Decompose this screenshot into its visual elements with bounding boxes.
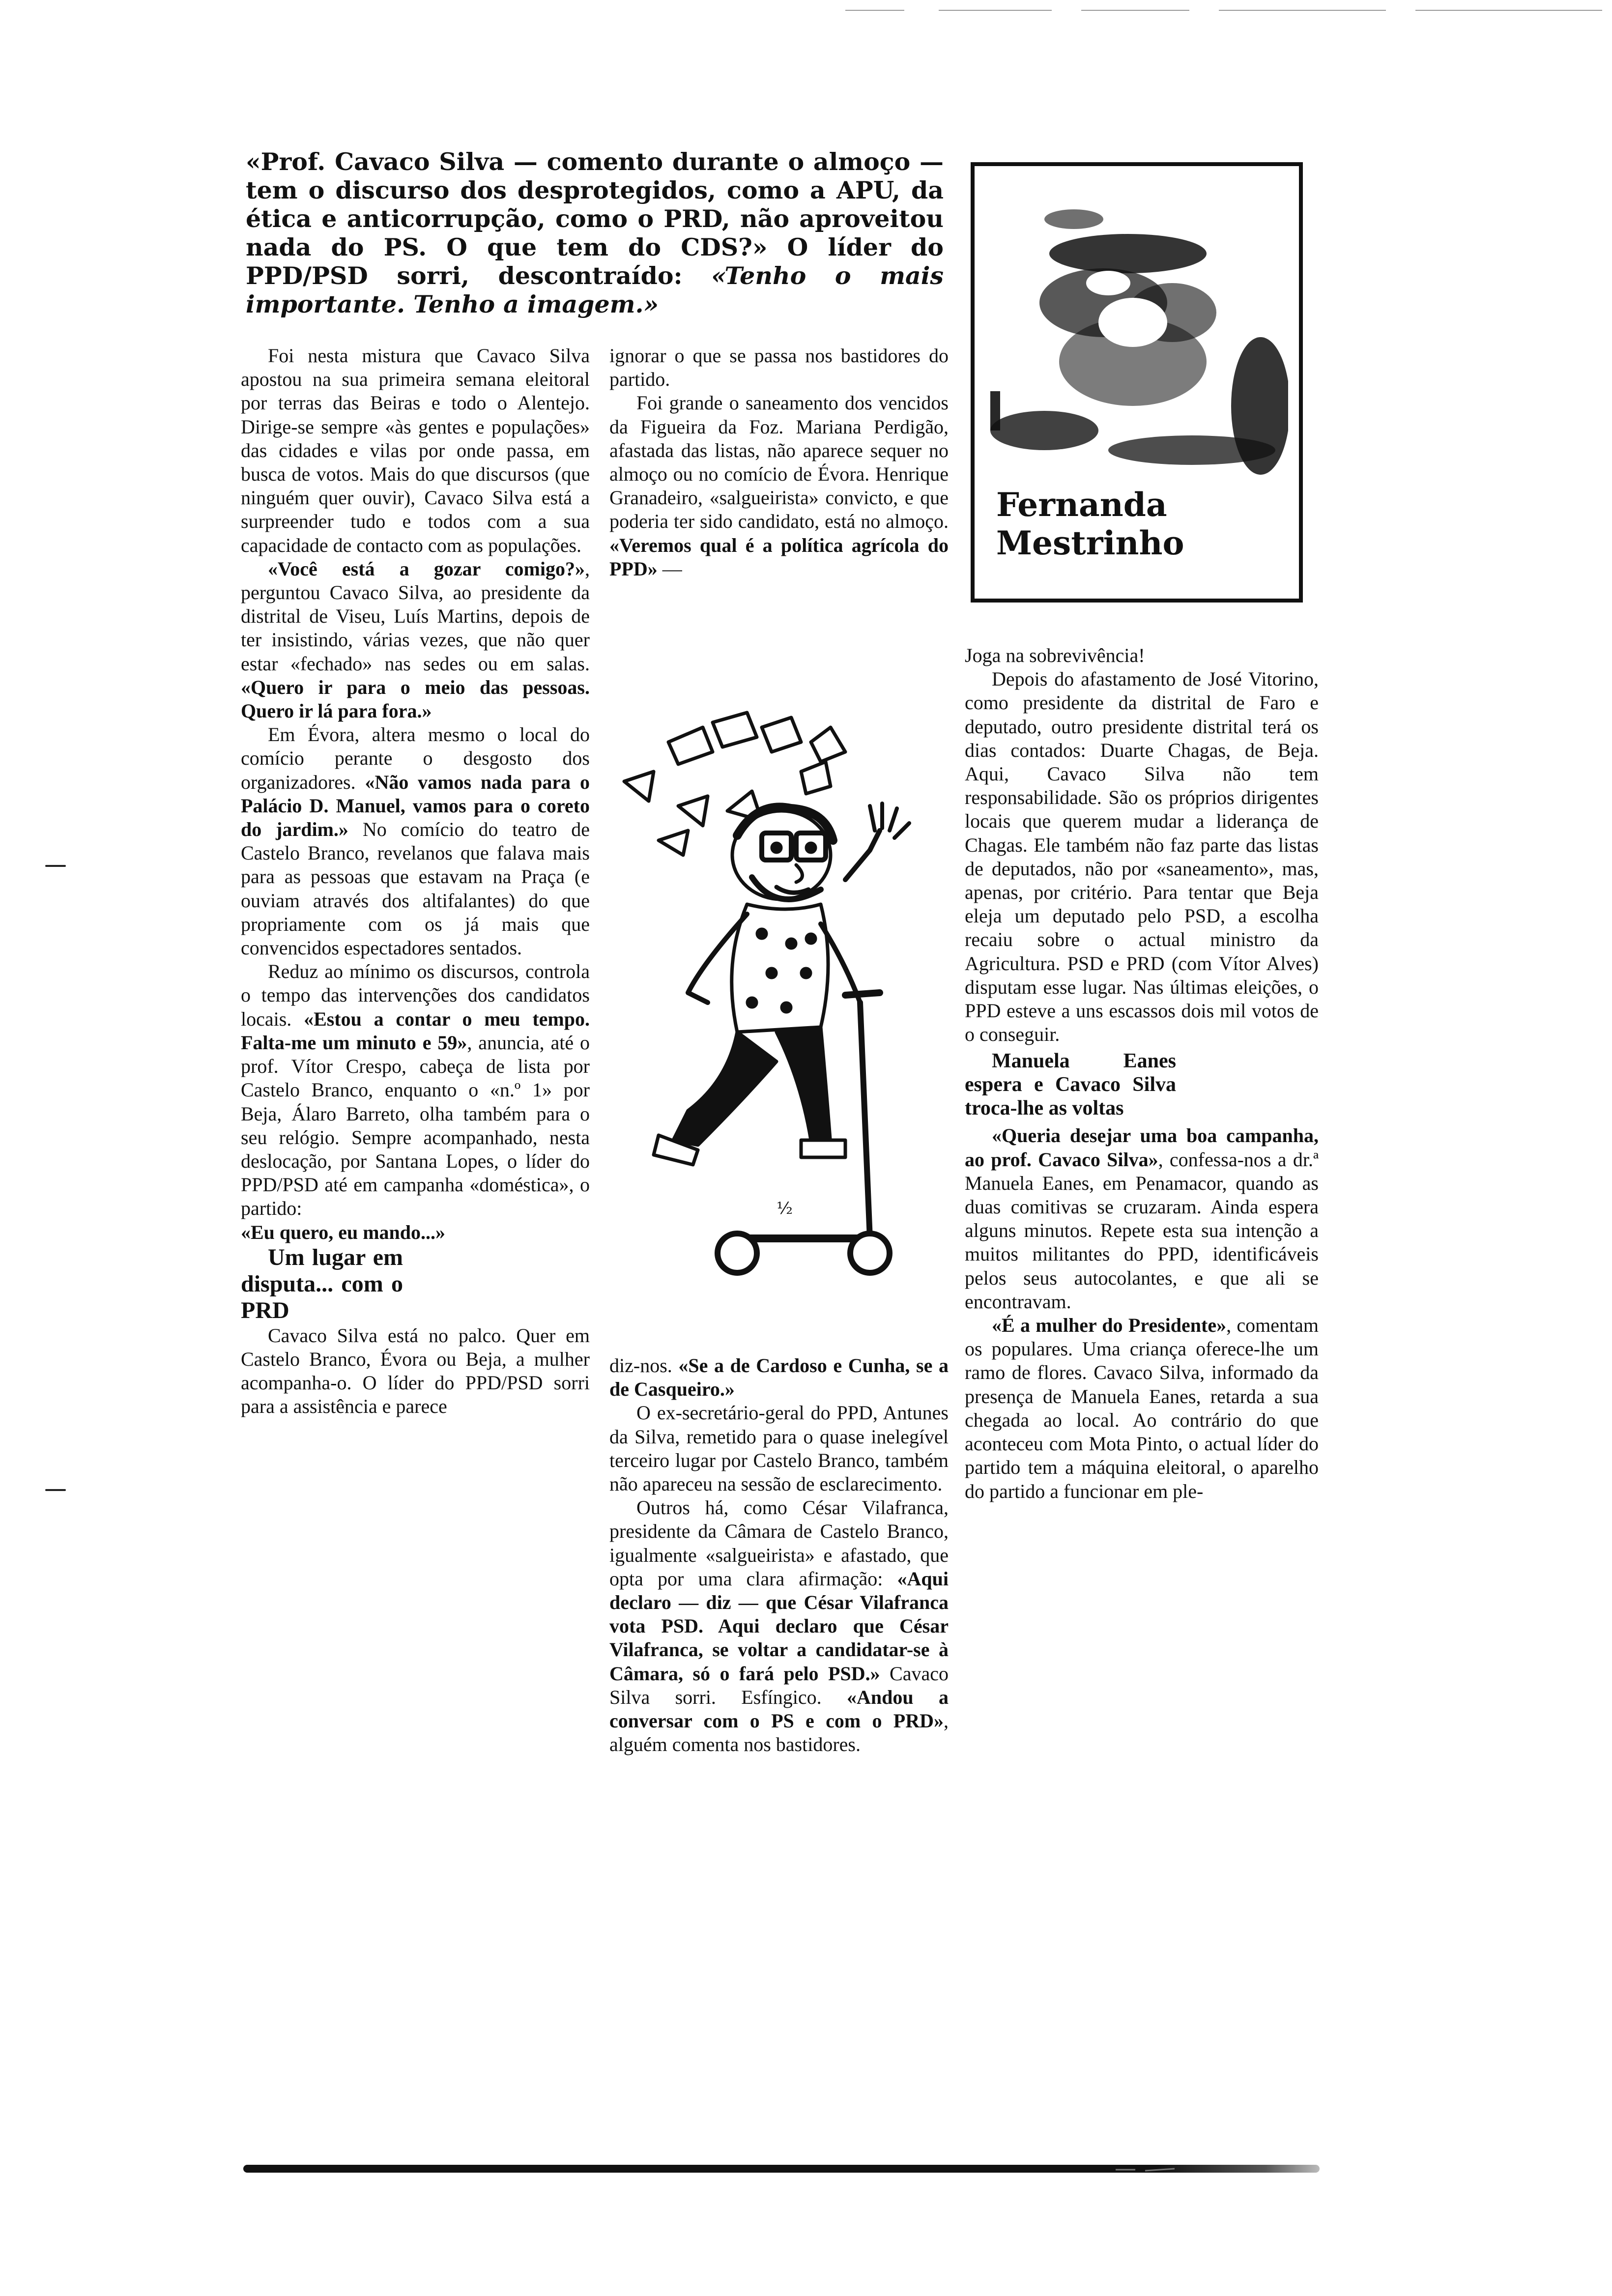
article-column-2 <box>609 344 949 581</box>
quote: «Queria desejar uma boa campanha, ao prof. Cavaco Silva» <box>965 1124 1319 1171</box>
paragraph <box>241 960 590 1220</box>
margin-mark <box>45 1489 66 1491</box>
paragraph-text: Reduz ao mínimo os discursos, controla o tempo das intervenções dos candidatos locais. <box>241 960 590 1030</box>
quote: «Aqui declaro — diz — que César Vilafranca vota PSD. Aqui declaro que César Vilafranca, se voltar a candidatar-se à Câmara, só o fará pelo PSD.» <box>609 1567 949 1685</box>
author-portrait-image <box>985 175 1288 475</box>
lead-bold-text: «Prof. Cavaco Silva — comento durante o almoço — tem o discurso dos desprotegidos, como a APU, da ética e anticorrupção, como o PRD, não aproveitou nada do PS. O que tem do CDS?» O líder do PPD/PSD sorri, descontraído: <box>246 147 944 290</box>
author-name: Fernanda Mestrinho <box>996 486 1184 562</box>
quote: «Não vamos nada para o Palácio D. Manuel, vamos para o coreto do jardim.» <box>241 771 590 841</box>
paragraph-text: No comício do teatro de Castelo Branco, revelanos que falava mais para as pessoas que estavam na Praça (e ouviam através dos altifalantes) do que propriamente com os já mais que convencidos espectadores sentados. <box>241 818 590 959</box>
author-box <box>971 162 1303 603</box>
paragraph-text: Outros há, como César Vilafranca, presidente da Câmara de Castelo Branco, igualmente «salgueirista» e afastado, que opta por uma clara afirmação: <box>609 1496 949 1590</box>
author-photo <box>985 175 1288 475</box>
quote: «Eu quero, eu mando...» <box>241 1221 446 1243</box>
paragraph <box>241 723 590 960</box>
quote: «Andou a conversar com o PS e com o PRD» <box>609 1686 949 1732</box>
paragraph-text: , confessa-nos a dr.ª Manuela Eanes, em Penamacor, quando as duas comitivas se cruzaram. Ainda espera alguns minutos. Repete esta sua intenção a muitos militantes do PPD, identificáveis pelos seus autocolantes, e que ali se encontravam. <box>965 1148 1319 1313</box>
lead-paragraph <box>246 147 944 318</box>
article-column-1 <box>241 344 590 1419</box>
paragraph-text: diz-nos. <box>609 1354 679 1377</box>
quote: «Você está a gozar comigo?» <box>268 557 585 580</box>
article-column-3 <box>965 644 1319 1503</box>
paragraph: Foi nesta mistura que Cavaco Silva apostou na sua primeira semana eleitoral por terras das Beiras e todo o Alentejo. Dirige-se sempre «às gentes e populações» das cidades e vilas por onde passa, em busca de votos. Mais do que discursos (que ninguém quer ouvir), Cavaco Silva está a surpreender tudo e todos com a sua capacidade de contacto com as populações. <box>241 344 590 556</box>
paragraph-text: Em Évora, altera mesmo o local do comício perante o desgosto dos organizadores. <box>241 723 590 793</box>
margin-mark <box>45 865 66 867</box>
paragraph: ignorar o que se passa nos bastidores do partido. <box>609 344 949 391</box>
section-subheading: Um lugar em disputa... com o PRD <box>241 1244 403 1323</box>
scan-speck <box>1116 2165 1175 2175</box>
paragraph <box>609 391 949 581</box>
paragraph: Joga na sobrevivência! <box>965 644 1145 666</box>
paragraph: Depois do afastamento de José Vitorino, como presidente da distrital de Faro e deputado, outro presidente distrital terá os dias contados: Duarte Chagas, de Beja. Aqui, Cavaco Silva não tem responsabilidade. São os próprios dirigentes locais que querem mudar a liderança de Chagas. Ele também não faz parte das listas de deputados, não por «saneamento», mas, apenas, por critério. Para tentar que Beja eleja um deputado pelo PSD, a escolha recaiu sobre o actual ministro da Agricultura. PSD e PRD (com Vítor Alves) disputam esse lugar. Nas últimas eleições, o PPD esteve a uns escassos dois mil votos de o conseguir. <box>965 668 1319 1046</box>
quote: «Se a de Cardoso e Cunha, se a de Casqueiro.» <box>609 1354 949 1401</box>
paragraph <box>241 557 590 723</box>
cartoon-illustration <box>614 708 949 1307</box>
paragraph <box>609 1354 949 1401</box>
illustration-signature: ½ <box>777 1199 793 1218</box>
paragraph-text: , anuncia, até o prof. Vítor Crespo, cabeça de lista por Castelo Branco, enquanto o «n.º 1» por Beja, Álaro Barreto, olha também para o seu relógio. Sempre acompanhado, nesta deslocação, por Santana Lopes, o líder do PPD/PSD até em campanha «doméstica», o partido: <box>241 1031 590 1220</box>
article-column-2-continued <box>609 1354 949 1756</box>
lead-italic-quote: «Tenho o mais importante. Tenho a imagem.» <box>246 261 944 318</box>
paragraph: Cavaco Silva está no palco. Quer em Castelo Branco, Évora ou Beja, a mulher acompanha-o. O líder do PPD/PSD sorri para a assistência e parece <box>241 1324 590 1418</box>
paragraph <box>241 1221 590 1244</box>
paragraph-text: , perguntou Cavaco Silva, ao presidente da distrital de Viseu, Luís Martins, depois de ter insistindo, várias vezes, que não quer estar «fechado» nas sedes ou em salas. <box>241 557 590 675</box>
paragraph: O ex-secretário-geral do PPD, Antunes da Silva, remetido para o quase inelegível terceiro lugar por Castelo Branco, também não apareceu na sessão de esclarecimento. <box>609 1402 949 1495</box>
quote: «Estou a contar o meu tempo. Falta-me um minuto e 59» <box>241 1007 590 1054</box>
paragraph-text: , alguém comenta nos bastidores. <box>609 1710 949 1756</box>
paragraph <box>965 1124 1319 1314</box>
scan-artifact-top <box>845 9 1602 12</box>
paragraph-text: Foi grande o saneamento dos vencidos da Figueira da Foz. Mariana Perdigão, afastada das listas, não aparece sequer no almoço ou no comício de Évora. Henrique Granadeiro, «salgueirista» convicto, e que poderia ter sido candidato, está no almoço. <box>609 392 949 533</box>
paragraph <box>609 1496 949 1756</box>
paragraph-text: , comentam os populares. Uma criança oferece-lhe um ramo de flores. Cavaco Silva, informado da presença de Manuela Eanes, retarda a sua chegada ao local. Ao contrário do que aconteceu com Mota Pinto, o actual líder do partido tem a máquina eleitoral, o aparelho do partido a funcionar em ple- <box>965 1314 1319 1502</box>
paragraph-text: Cavaco Silva sorri. Esfíngico. <box>609 1662 949 1708</box>
paragraph <box>965 1314 1319 1503</box>
section-subheading: Manuela Eanes espera e Cavaco Silva troca-lhe as voltas <box>965 1050 1176 1120</box>
quote: «Quero ir para o meio das pessoas. Quero ir lá para fora.» <box>241 676 590 722</box>
paragraph-text: — <box>657 557 682 580</box>
quote: «É a mulher do Presidente» <box>992 1314 1227 1337</box>
quote: «Veremos qual é a política agrícola do PPD» <box>609 534 949 580</box>
